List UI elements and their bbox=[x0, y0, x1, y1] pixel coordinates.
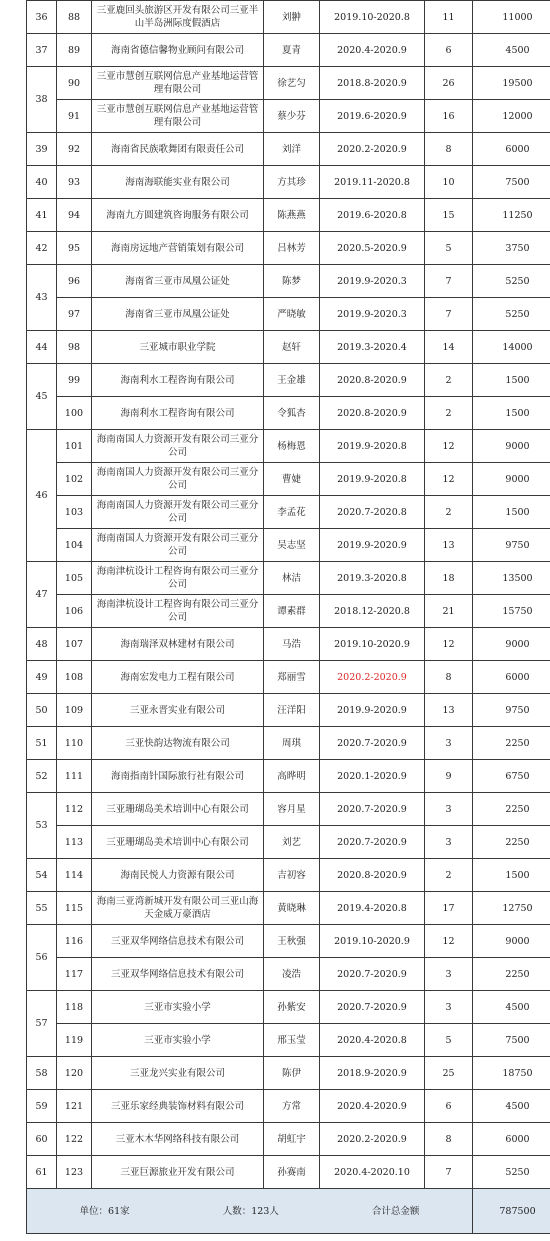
table-row bbox=[27, 1, 550, 34]
company-name: 三亚市慧创互联网信息产业基地运营管理有限公司 bbox=[92, 67, 264, 100]
row-number: 121 bbox=[57, 1090, 92, 1123]
row-number: 112 bbox=[57, 793, 92, 826]
person-name: 刘艺 bbox=[264, 826, 320, 859]
company-name: 海南三亚湾新城开发有限公司三亚山海天金威万豪酒店 bbox=[92, 892, 264, 925]
subsidy-amount: 9000 bbox=[473, 925, 550, 958]
subsidy-period: 2019.9-2020.8 bbox=[320, 430, 425, 463]
subsidy-amount: 6000 bbox=[473, 133, 550, 166]
subsidy-period: 2019.3-2020.4 bbox=[320, 331, 425, 364]
table-row bbox=[27, 1024, 550, 1057]
subsidy-amount: 12000 bbox=[473, 100, 550, 133]
company-name: 三亚木木华网络科技有限公司 bbox=[92, 1123, 264, 1156]
company-name: 三亚城市职业学院 bbox=[92, 331, 264, 364]
month-count: 6 bbox=[425, 34, 473, 67]
row-number: 117 bbox=[57, 958, 92, 991]
person-name: 赵轩 bbox=[264, 331, 320, 364]
table-row bbox=[27, 628, 550, 661]
company-name: 三亚双华网络信息技术有限公司 bbox=[92, 925, 264, 958]
company-name: 三亚永晋实业有限公司 bbox=[92, 694, 264, 727]
table-row bbox=[27, 265, 550, 298]
company-name: 三亚市慧创互联网信息产业基地运营管理有限公司 bbox=[92, 100, 264, 133]
person-name: 林洁 bbox=[264, 562, 320, 595]
company-name: 海南省三亚市凤凰公证处 bbox=[92, 298, 264, 331]
subsidy-amount: 4500 bbox=[473, 991, 550, 1024]
subsidy-period: 2020.2-2020.9 bbox=[320, 133, 425, 166]
company-name: 海南九方圆建筑咨询服务有限公司 bbox=[92, 199, 264, 232]
table-row bbox=[27, 133, 550, 166]
row-number: 120 bbox=[57, 1057, 92, 1090]
unit-number: 59 bbox=[27, 1090, 57, 1123]
row-number: 101 bbox=[57, 430, 92, 463]
subsidy-period: 2020.1-2020.9 bbox=[320, 760, 425, 793]
unit-number: 54 bbox=[27, 859, 57, 892]
subsidy-period: 2020.4-2020.10 bbox=[320, 1156, 425, 1189]
subsidy-period: 2020.7-2020.9 bbox=[320, 793, 425, 826]
month-count: 3 bbox=[425, 727, 473, 760]
person-name: 凌浩 bbox=[264, 958, 320, 991]
total-summary-cell bbox=[27, 1189, 473, 1234]
unit-number: 49 bbox=[27, 661, 57, 694]
company-name: 海南省民族歌舞团有限责任公司 bbox=[92, 133, 264, 166]
subsidy-amount: 5250 bbox=[473, 298, 550, 331]
subsidy-period: 2019.3-2020.8 bbox=[320, 562, 425, 595]
person-name: 孙紫安 bbox=[264, 991, 320, 1024]
subsidy-period: 2019.6-2020.9 bbox=[320, 100, 425, 133]
person-name: 周琪 bbox=[264, 727, 320, 760]
unit-number: 53 bbox=[27, 793, 57, 859]
unit-number: 38 bbox=[27, 67, 57, 133]
row-number: 115 bbox=[57, 892, 92, 925]
month-count: 2 bbox=[425, 397, 473, 430]
person-name: 曹婕 bbox=[264, 463, 320, 496]
row-number: 111 bbox=[57, 760, 92, 793]
row-number: 109 bbox=[57, 694, 92, 727]
unit-number: 52 bbox=[27, 760, 57, 793]
month-count: 10 bbox=[425, 166, 473, 199]
row-number: 98 bbox=[57, 331, 92, 364]
subsidy-amount: 9000 bbox=[473, 628, 550, 661]
total-sum-label: 合计总金额 bbox=[371, 1205, 420, 1217]
subsidy-amount: 2250 bbox=[473, 826, 550, 859]
person-name: 郑丽雪 bbox=[264, 661, 320, 694]
month-count: 3 bbox=[425, 826, 473, 859]
subsidy-period: 2018.9-2020.9 bbox=[320, 1057, 425, 1090]
person-name: 陈梦 bbox=[264, 265, 320, 298]
month-count: 6 bbox=[425, 1090, 473, 1123]
month-count: 26 bbox=[425, 67, 473, 100]
company-name: 海南南国人力资源开发有限公司三亚分公司 bbox=[92, 529, 264, 562]
table-row bbox=[27, 1156, 550, 1189]
company-name: 三亚龙兴实业有限公司 bbox=[92, 1057, 264, 1090]
subsidy-table bbox=[26, 0, 550, 1234]
row-number: 113 bbox=[57, 826, 92, 859]
person-name: 蔡少芬 bbox=[264, 100, 320, 133]
unit-number: 50 bbox=[27, 694, 57, 727]
row-number: 104 bbox=[57, 529, 92, 562]
row-number: 97 bbox=[57, 298, 92, 331]
person-name: 刘翀 bbox=[264, 1, 320, 34]
company-name: 三亚市实验小学 bbox=[92, 991, 264, 1024]
unit-number: 61 bbox=[27, 1156, 57, 1189]
table-row bbox=[27, 991, 550, 1024]
subsidy-period: 2019.6-2020.8 bbox=[320, 199, 425, 232]
table-row bbox=[27, 694, 550, 727]
subsidy-period: 2020.4-2020.9 bbox=[320, 34, 425, 67]
subsidy-amount: 4500 bbox=[473, 34, 550, 67]
company-name: 海南南国人力资源开发有限公司三亚分公司 bbox=[92, 463, 264, 496]
row-number: 95 bbox=[57, 232, 92, 265]
subsidy-period: 2020.5-2020.9 bbox=[320, 232, 425, 265]
company-name: 三亚鹿回头旅游区开发有限公司三亚半山半岛洲际度假酒店 bbox=[92, 1, 264, 34]
company-name: 海南省三亚市凤凰公证处 bbox=[92, 265, 264, 298]
subsidy-amount: 9000 bbox=[473, 430, 550, 463]
month-count: 5 bbox=[425, 1024, 473, 1057]
row-number: 94 bbox=[57, 199, 92, 232]
subsidy-amount: 12750 bbox=[473, 892, 550, 925]
person-name: 刘洋 bbox=[264, 133, 320, 166]
unit-number: 58 bbox=[27, 1057, 57, 1090]
company-name: 海南海联能实业有限公司 bbox=[92, 166, 264, 199]
company-name: 三亚巨源旅业开发有限公司 bbox=[92, 1156, 264, 1189]
subsidy-period: 2019.9-2020.3 bbox=[320, 298, 425, 331]
table-row bbox=[27, 892, 550, 925]
subsidy-amount: 2250 bbox=[473, 793, 550, 826]
table-row bbox=[27, 430, 550, 463]
month-count: 11 bbox=[425, 1, 473, 34]
person-name: 陈燕燕 bbox=[264, 199, 320, 232]
company-name: 海南指南针国际旅行社有限公司 bbox=[92, 760, 264, 793]
person-name: 王秋强 bbox=[264, 925, 320, 958]
table-row bbox=[27, 496, 550, 529]
month-count: 12 bbox=[425, 925, 473, 958]
subsidy-period: 2020.7-2020.9 bbox=[320, 958, 425, 991]
unit-number: 43 bbox=[27, 265, 57, 331]
subsidy-period: 2018.8-2020.9 bbox=[320, 67, 425, 100]
person-name: 容月星 bbox=[264, 793, 320, 826]
unit-number: 47 bbox=[27, 562, 57, 628]
company-name: 海南南国人力资源开发有限公司三亚分公司 bbox=[92, 496, 264, 529]
table-row bbox=[27, 1057, 550, 1090]
row-number: 99 bbox=[57, 364, 92, 397]
row-number: 88 bbox=[57, 1, 92, 34]
row-number: 93 bbox=[57, 166, 92, 199]
table-row bbox=[27, 199, 550, 232]
company-name: 海南津杭设计工程咨询有限公司三亚分公司 bbox=[92, 562, 264, 595]
month-count: 12 bbox=[425, 463, 473, 496]
person-name: 马浩 bbox=[264, 628, 320, 661]
subsidy-amount: 14000 bbox=[473, 331, 550, 364]
total-people: 人数：123人 bbox=[222, 1205, 279, 1217]
person-name: 吴志坚 bbox=[264, 529, 320, 562]
table-row bbox=[27, 958, 550, 991]
table-row bbox=[27, 100, 550, 133]
table-row bbox=[27, 595, 550, 628]
unit-number: 60 bbox=[27, 1123, 57, 1156]
subsidy-amount: 2250 bbox=[473, 958, 550, 991]
unit-number: 37 bbox=[27, 34, 57, 67]
company-name: 海南利水工程咨询有限公司 bbox=[92, 397, 264, 430]
subsidy-period: 2020.8-2020.9 bbox=[320, 859, 425, 892]
table-row bbox=[27, 562, 550, 595]
table-row bbox=[27, 232, 550, 265]
table-row bbox=[27, 529, 550, 562]
person-name: 李孟花 bbox=[264, 496, 320, 529]
subsidy-amount: 11250 bbox=[473, 199, 550, 232]
company-name: 海南瑞泽双林建材有限公司 bbox=[92, 628, 264, 661]
row-number: 100 bbox=[57, 397, 92, 430]
table-row bbox=[27, 1090, 550, 1123]
month-count: 8 bbox=[425, 661, 473, 694]
subsidy-period: 2018.12-2020.8 bbox=[320, 595, 425, 628]
person-name: 汪洋阳 bbox=[264, 694, 320, 727]
subsidy-period: 2020.2-2020.9 bbox=[320, 1123, 425, 1156]
company-name: 海南利水工程咨询有限公司 bbox=[92, 364, 264, 397]
person-name: 孙赛南 bbox=[264, 1156, 320, 1189]
company-name: 海南民悦人力资源有限公司 bbox=[92, 859, 264, 892]
month-count: 14 bbox=[425, 331, 473, 364]
subsidy-period: 2020.8-2020.9 bbox=[320, 397, 425, 430]
person-name: 杨梅恩 bbox=[264, 430, 320, 463]
month-count: 17 bbox=[425, 892, 473, 925]
month-count: 13 bbox=[425, 529, 473, 562]
subsidy-amount: 18750 bbox=[473, 1057, 550, 1090]
table-row bbox=[27, 463, 550, 496]
table-row bbox=[27, 826, 550, 859]
subsidy-amount: 11000 bbox=[473, 1, 550, 34]
subsidy-period: 2020.8-2020.9 bbox=[320, 364, 425, 397]
subsidy-amount: 6750 bbox=[473, 760, 550, 793]
subsidy-amount: 9750 bbox=[473, 694, 550, 727]
subsidy-period: 2019.9-2020.9 bbox=[320, 529, 425, 562]
unit-number: 40 bbox=[27, 166, 57, 199]
company-name: 海南南国人力资源开发有限公司三亚分公司 bbox=[92, 430, 264, 463]
month-count: 18 bbox=[425, 562, 473, 595]
row-number: 103 bbox=[57, 496, 92, 529]
month-count: 16 bbox=[425, 100, 473, 133]
subsidy-period: 2020.7-2020.9 bbox=[320, 727, 425, 760]
month-count: 2 bbox=[425, 859, 473, 892]
month-count: 3 bbox=[425, 958, 473, 991]
month-count: 5 bbox=[425, 232, 473, 265]
subsidy-amount: 2250 bbox=[473, 727, 550, 760]
company-name: 三亚乐家经典装饰材料有限公司 bbox=[92, 1090, 264, 1123]
row-number: 90 bbox=[57, 67, 92, 100]
month-count: 21 bbox=[425, 595, 473, 628]
person-name: 陈伊 bbox=[264, 1057, 320, 1090]
unit-number: 36 bbox=[27, 1, 57, 34]
month-count: 9 bbox=[425, 760, 473, 793]
unit-number: 56 bbox=[27, 925, 57, 991]
table-row bbox=[27, 166, 550, 199]
month-count: 12 bbox=[425, 628, 473, 661]
table-row bbox=[27, 331, 550, 364]
subsidy-amount: 5250 bbox=[473, 265, 550, 298]
month-count: 8 bbox=[425, 1123, 473, 1156]
row-number: 123 bbox=[57, 1156, 92, 1189]
unit-number: 39 bbox=[27, 133, 57, 166]
month-count: 7 bbox=[425, 265, 473, 298]
person-name: 王金雄 bbox=[264, 364, 320, 397]
person-name: 令狐杏 bbox=[264, 397, 320, 430]
subsidy-period: 2020.7-2020.9 bbox=[320, 991, 425, 1024]
subsidy-amount: 1500 bbox=[473, 496, 550, 529]
subsidy-period: 2019.9-2020.3 bbox=[320, 265, 425, 298]
subsidy-amount: 6000 bbox=[473, 1123, 550, 1156]
month-count: 15 bbox=[425, 199, 473, 232]
unit-number: 57 bbox=[27, 991, 57, 1057]
subsidy-period: 2020.2-2020.9 bbox=[320, 661, 425, 694]
table-row bbox=[27, 364, 550, 397]
table-row bbox=[27, 34, 550, 67]
subsidy-period: 2020.4-2020.8 bbox=[320, 1024, 425, 1057]
subsidy-period: 2020.7-2020.8 bbox=[320, 496, 425, 529]
row-number: 118 bbox=[57, 991, 92, 1024]
table-row bbox=[27, 760, 550, 793]
subsidy-amount: 13500 bbox=[473, 562, 550, 595]
row-number: 114 bbox=[57, 859, 92, 892]
person-name: 吉初容 bbox=[264, 859, 320, 892]
row-number: 96 bbox=[57, 265, 92, 298]
subsidy-period: 2019.11-2020.8 bbox=[320, 166, 425, 199]
total-row bbox=[27, 1189, 550, 1234]
subsidy-amount: 1500 bbox=[473, 859, 550, 892]
total-units: 单位：61家 bbox=[79, 1205, 130, 1217]
unit-number: 44 bbox=[27, 331, 57, 364]
person-name: 徐艺匀 bbox=[264, 67, 320, 100]
unit-number: 48 bbox=[27, 628, 57, 661]
row-number: 89 bbox=[57, 34, 92, 67]
subsidy-amount: 1500 bbox=[473, 397, 550, 430]
company-name: 海南津杭设计工程咨询有限公司三亚分公司 bbox=[92, 595, 264, 628]
company-name: 海南宏发电力工程有限公司 bbox=[92, 661, 264, 694]
month-count: 25 bbox=[425, 1057, 473, 1090]
subsidy-amount: 7500 bbox=[473, 1024, 550, 1057]
unit-number: 55 bbox=[27, 892, 57, 925]
person-name: 邢玉莹 bbox=[264, 1024, 320, 1057]
row-number: 105 bbox=[57, 562, 92, 595]
row-number: 102 bbox=[57, 463, 92, 496]
table-row bbox=[27, 727, 550, 760]
subsidy-period: 2020.4-2020.9 bbox=[320, 1090, 425, 1123]
person-name: 黄晓琳 bbox=[264, 892, 320, 925]
month-count: 3 bbox=[425, 793, 473, 826]
person-name: 谭素群 bbox=[264, 595, 320, 628]
subsidy-amount: 7500 bbox=[473, 166, 550, 199]
table-row bbox=[27, 298, 550, 331]
row-number: 106 bbox=[57, 595, 92, 628]
subsidy-period: 2019.9-2020.8 bbox=[320, 463, 425, 496]
unit-number: 46 bbox=[27, 430, 57, 562]
row-number: 108 bbox=[57, 661, 92, 694]
row-number: 107 bbox=[57, 628, 92, 661]
subsidy-amount: 9000 bbox=[473, 463, 550, 496]
unit-number: 42 bbox=[27, 232, 57, 265]
company-name: 三亚快韵达物流有限公司 bbox=[92, 727, 264, 760]
subsidy-period: 2019.9-2020.9 bbox=[320, 694, 425, 727]
table-row bbox=[27, 67, 550, 100]
subsidy-amount: 4500 bbox=[473, 1090, 550, 1123]
subsidy-period: 2020.7-2020.9 bbox=[320, 826, 425, 859]
month-count: 2 bbox=[425, 496, 473, 529]
company-name: 三亚双华网络信息技术有限公司 bbox=[92, 958, 264, 991]
month-count: 8 bbox=[425, 133, 473, 166]
table-row bbox=[27, 397, 550, 430]
table-row bbox=[27, 793, 550, 826]
table-row bbox=[27, 859, 550, 892]
person-name: 夏青 bbox=[264, 34, 320, 67]
month-count: 7 bbox=[425, 298, 473, 331]
person-name: 吕林芳 bbox=[264, 232, 320, 265]
month-count: 12 bbox=[425, 430, 473, 463]
subsidy-amount: 15750 bbox=[473, 595, 550, 628]
subsidy-period: 2019.10-2020.9 bbox=[320, 925, 425, 958]
subsidy-amount: 1500 bbox=[473, 364, 550, 397]
subsidy-amount: 3750 bbox=[473, 232, 550, 265]
company-name: 三亚珊瑚岛美术培训中心有限公司 bbox=[92, 793, 264, 826]
person-name: 胡虹宇 bbox=[264, 1123, 320, 1156]
person-name: 方常 bbox=[264, 1090, 320, 1123]
person-name: 严晓敏 bbox=[264, 298, 320, 331]
total-sum-value: 787500 bbox=[473, 1189, 550, 1234]
company-name: 三亚市实验小学 bbox=[92, 1024, 264, 1057]
month-count: 13 bbox=[425, 694, 473, 727]
row-number: 92 bbox=[57, 133, 92, 166]
row-number: 116 bbox=[57, 925, 92, 958]
month-count: 2 bbox=[425, 364, 473, 397]
month-count: 7 bbox=[425, 1156, 473, 1189]
month-count: 3 bbox=[425, 991, 473, 1024]
company-name: 海南房远地产营销策划有限公司 bbox=[92, 232, 264, 265]
subsidy-period: 2019.10-2020.9 bbox=[320, 628, 425, 661]
subsidy-amount: 9750 bbox=[473, 529, 550, 562]
row-number: 110 bbox=[57, 727, 92, 760]
unit-number: 51 bbox=[27, 727, 57, 760]
table-row bbox=[27, 1123, 550, 1156]
person-name: 方其珍 bbox=[264, 166, 320, 199]
row-number: 91 bbox=[57, 100, 92, 133]
subsidy-amount: 6000 bbox=[473, 661, 550, 694]
table-row bbox=[27, 661, 550, 694]
table-body bbox=[27, 1, 550, 1189]
unit-number: 45 bbox=[27, 364, 57, 430]
subsidy-period: 2019.4-2020.8 bbox=[320, 892, 425, 925]
company-name: 海南省德信馨物业顾问有限公司 bbox=[92, 34, 264, 67]
row-number: 119 bbox=[57, 1024, 92, 1057]
person-name: 高晔明 bbox=[264, 760, 320, 793]
subsidy-amount: 5250 bbox=[473, 1156, 550, 1189]
row-number: 122 bbox=[57, 1123, 92, 1156]
unit-number: 41 bbox=[27, 199, 57, 232]
subsidy-period: 2019.10-2020.8 bbox=[320, 1, 425, 34]
table-row bbox=[27, 925, 550, 958]
subsidy-amount: 19500 bbox=[473, 67, 550, 100]
company-name: 三亚珊瑚岛美术培训中心有限公司 bbox=[92, 826, 264, 859]
